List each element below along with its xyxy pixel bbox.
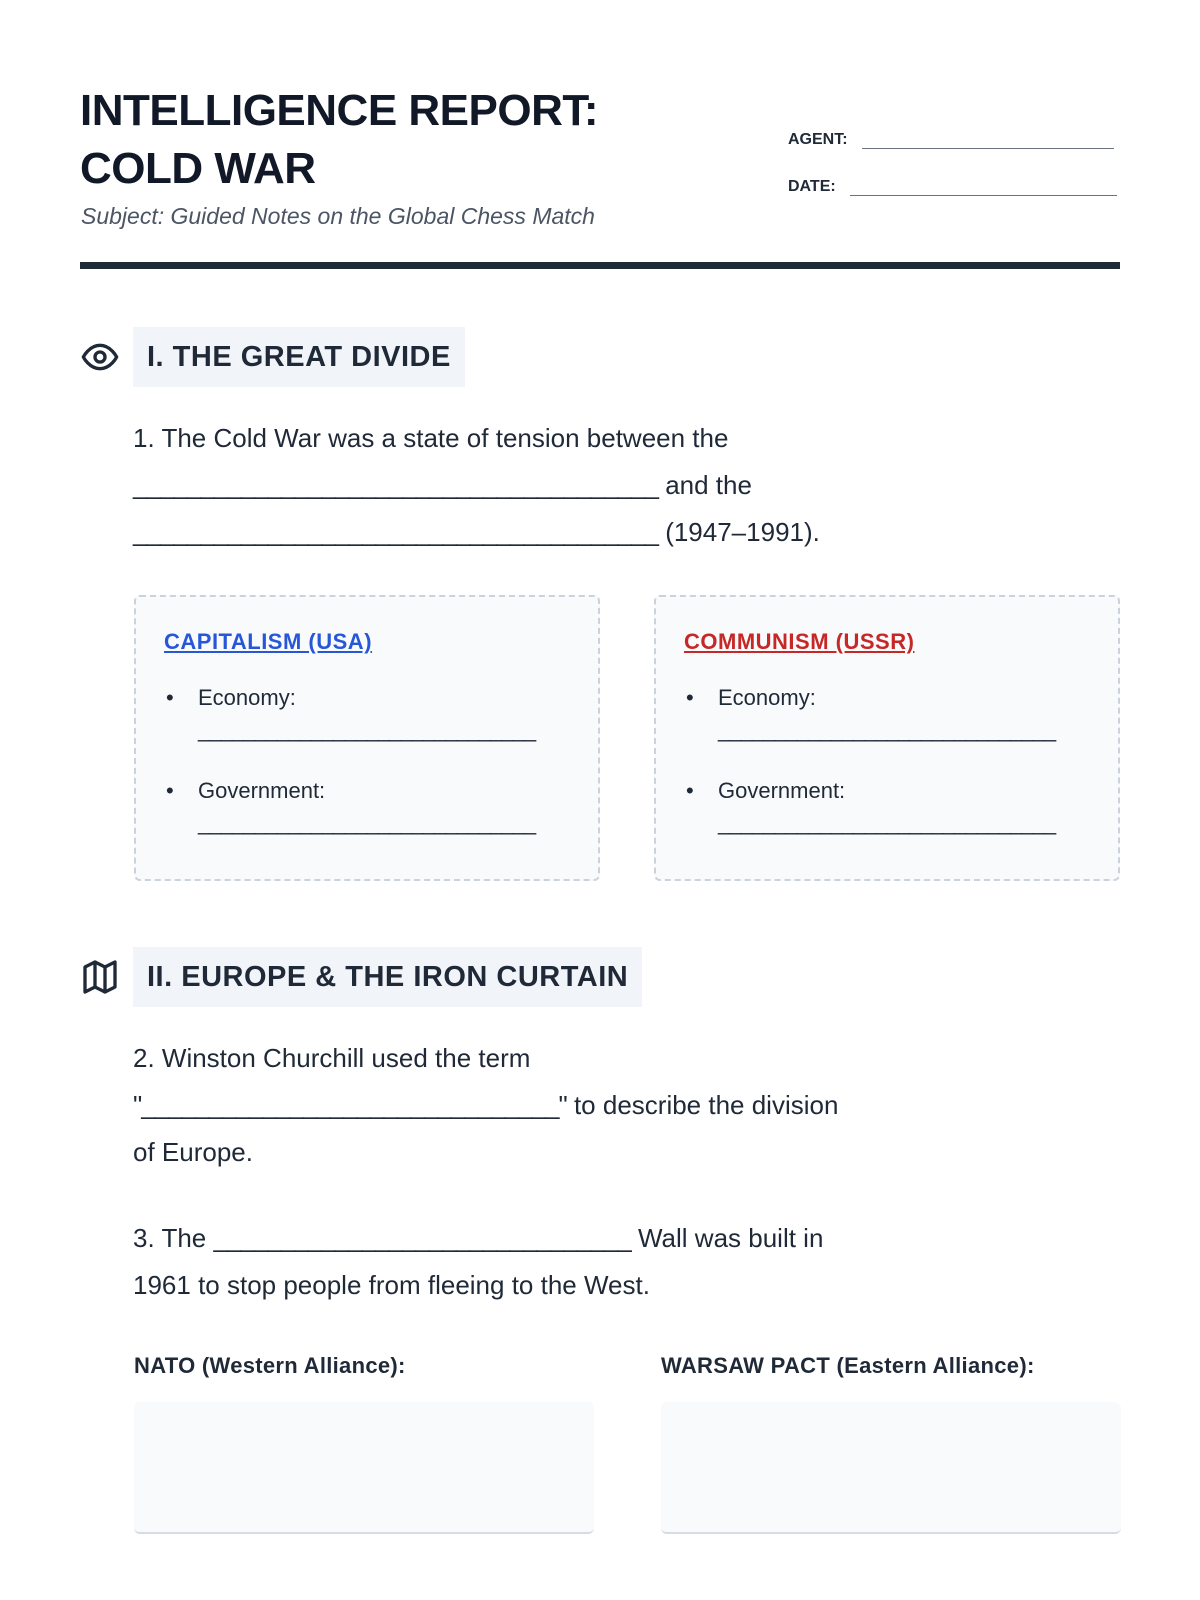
question-1-line1: 1. The Cold War was a state of tension between the (133, 423, 729, 453)
capitalism-economy-label: Economy: (198, 685, 296, 710)
header-divider (80, 262, 1120, 269)
communism-economy-label: Economy: (718, 685, 816, 710)
communism-government-label: Government: (718, 778, 846, 803)
communism-government-item (690, 778, 845, 804)
capitalism-government-blank[interactable]: ______________________________ (198, 810, 536, 835)
question-2 (133, 1035, 1128, 1176)
date-line[interactable] (850, 175, 1117, 196)
question-2-blank[interactable]: "_______________________________" (133, 1090, 567, 1120)
capitalism-card (134, 595, 600, 881)
communism-card (654, 595, 1120, 881)
question-1-blank-b[interactable]: _______________________________________ (133, 517, 658, 547)
communism-title: COMMUNISM (USSR) (684, 629, 915, 654)
eye-icon (80, 337, 120, 377)
page-subtitle: Subject: Guided Notes on the Global Chess Match (81, 203, 595, 229)
question-1-line3-tail: (1947–1991). (665, 517, 820, 547)
date-field (788, 175, 1117, 196)
capitalism-government-item (170, 778, 325, 804)
section-heading-iron-curtain: II. EUROPE & THE IRON CURTAIN (133, 947, 642, 1007)
question-2-line3: of Europe. (133, 1137, 253, 1167)
nato-label: NATO (Western Alliance): (134, 1353, 406, 1378)
date-label: DATE: (788, 178, 836, 195)
question-2-lead: 2. Winston Churchill used the term (133, 1043, 531, 1073)
question-2-tail: to describe the division (573, 1090, 839, 1120)
agent-label: AGENT: (788, 131, 848, 148)
capitalism-title: CAPITALISM (USA) (164, 629, 373, 654)
warsaw-pact-answer-box[interactable] (661, 1402, 1121, 1534)
page-title: INTELLIGENCE REPORT: COLD WAR (80, 86, 599, 193)
question-1-line2-tail: and the (665, 470, 752, 500)
capitalism-economy-blank[interactable]: ______________________________ (198, 717, 536, 742)
question-3-tail: Wall was built in (637, 1223, 824, 1253)
capitalism-government-label: Government: (198, 778, 326, 803)
nato-answer-box[interactable] (134, 1402, 594, 1534)
question-3-blank[interactable]: _______________________________ (213, 1223, 631, 1253)
communism-government-blank[interactable]: ______________________________ (718, 810, 1056, 835)
section-heading-great-divide: I. THE GREAT DIVIDE (133, 327, 465, 387)
communism-economy-blank[interactable]: ______________________________ (718, 717, 1056, 742)
question-1 (133, 415, 1128, 556)
question-3-line2: 1961 to stop people from fleeing to the West. (133, 1270, 650, 1300)
communism-economy-item (690, 685, 816, 711)
warsaw-pact-label: WARSAW PACT (Eastern Alliance): (661, 1353, 1035, 1378)
question-1-blank-a[interactable]: _______________________________________ (133, 470, 658, 500)
capitalism-economy-item (170, 685, 296, 711)
map-icon (80, 957, 120, 997)
agent-field (788, 128, 1114, 149)
question-3-lead: 3. The (133, 1223, 207, 1253)
question-3 (133, 1215, 1128, 1309)
agent-line[interactable] (862, 128, 1114, 149)
